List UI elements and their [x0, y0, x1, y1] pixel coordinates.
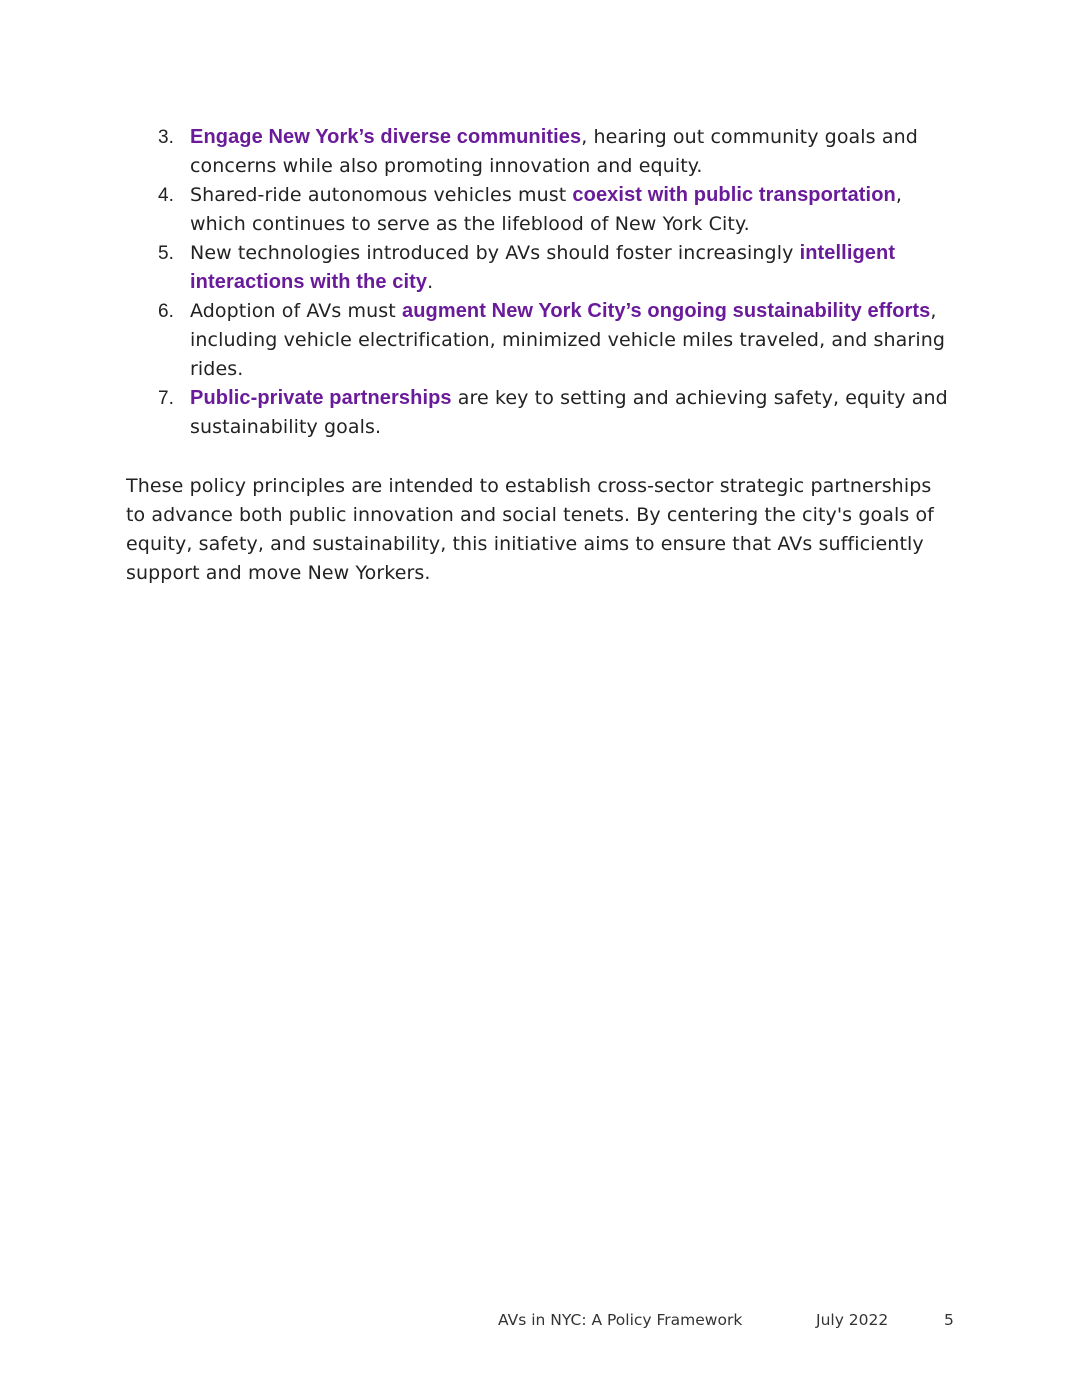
principle-number: 7. — [158, 388, 175, 409]
principle-text: , which continues to serve as the lifeblood of New York City. — [190, 184, 902, 235]
footer-date: July 2022 — [816, 1311, 889, 1329]
principle-text: , including vehicle electrification, minimized vehicle miles traveled, and sharing rides. — [190, 300, 946, 380]
principle-highlight: coexist with public transportation — [572, 184, 896, 206]
principle-text: are key to setting and achieving safety, equity and sustainability goals. — [190, 387, 948, 438]
footer-page-number: 5 — [944, 1311, 954, 1329]
principle-item-7 — [150, 384, 950, 442]
principle-number: 6. — [158, 301, 175, 322]
principle-highlight: intelligent interactions with the city — [190, 242, 896, 293]
principle-highlight: Engage New York’s diverse communities — [190, 126, 582, 148]
principle-text-before: New technologies introduced by AVs should foster increasingly — [190, 242, 800, 264]
principle-number: 4. — [158, 185, 175, 206]
principle-highlight: Public-private partnerships — [190, 387, 452, 409]
principle-item-6 — [150, 297, 950, 384]
principle-item-3 — [150, 123, 950, 181]
principle-text-before: Shared-ride autonomous vehicles must — [190, 184, 573, 206]
principle-number: 5. — [158, 243, 175, 264]
principle-number: 3. — [158, 127, 175, 148]
summary-paragraph: These policy principles are intended to establish cross-sector strategic partnerships to advance both public innovation and social tenets. By centering the city's goals of equity, safety, and sustainability, this initiative aims to ensure that AVs sufficiently support and move New Yorkers. — [126, 475, 934, 584]
principle-text-before: Adoption of AVs must — [190, 300, 402, 322]
principle-item-5 — [150, 239, 950, 297]
principle-item-4 — [150, 181, 950, 239]
policy-principles-list — [150, 123, 950, 442]
footer-title: AVs in NYC: A Policy Framework — [498, 1311, 743, 1329]
principle-text: , hearing out community goals and concerns while also promoting innovation and equity. — [190, 126, 918, 177]
principle-text: . — [427, 271, 434, 293]
principle-highlight: augment New York City’s ongoing sustainability efforts — [401, 300, 931, 322]
